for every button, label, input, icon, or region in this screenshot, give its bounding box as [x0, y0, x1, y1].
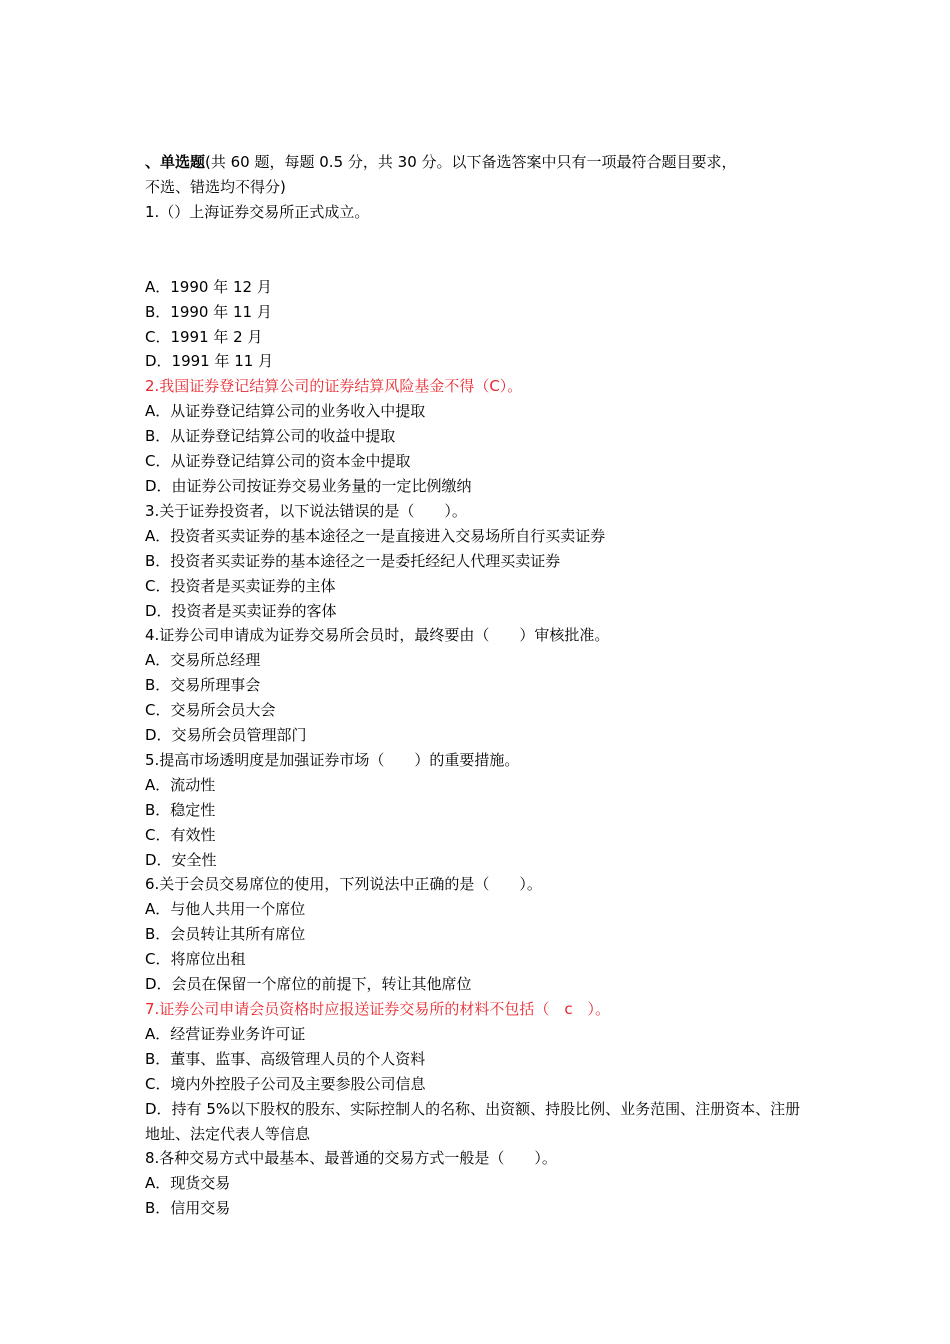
question-stem-5: 5.提高市场透明度是加强证券市场（ ）的重要措施。 — [145, 750, 520, 769]
blank-gap — [145, 225, 815, 275]
option-6d: D．会员在保留一个席位的前提下，转让其他席位 — [145, 975, 472, 994]
option-3b: B．投资者买卖证券的基本途径之一是委托经纪人代理买卖证券 — [145, 551, 561, 570]
option-7a: A．经营证券业务许可证 — [145, 1024, 306, 1043]
option-4d: D．交易所会员管理部门 — [145, 726, 307, 745]
option-5b: B．稳定性 — [145, 800, 216, 819]
section-heading-line2: 不选、错选均不得分) — [145, 177, 286, 196]
option-6b: B．会员转让其所有席位 — [145, 925, 306, 944]
question-stem-6: 6.关于会员交易席位的使用，下列说法中正确的是（ ）。 — [145, 875, 542, 894]
option-2a: A．从证券登记结算公司的业务收入中提取 — [145, 402, 426, 421]
option-4c: C．交易所会员大会 — [145, 701, 276, 720]
option-4b: B．交易所理事会 — [145, 676, 261, 695]
question-stem-7: 7.证券公司申请会员资格时应报送证券交易所的材料不包括（ c ）。 — [145, 1000, 611, 1018]
option-1b: B．1990 年 11 月 — [145, 302, 272, 321]
option-6c: C．将席位出租 — [145, 950, 246, 969]
option-7b: B．董事、监事、高级管理人员的个人资料 — [145, 1049, 426, 1068]
option-1d: D．1991 年 11 月 — [145, 352, 274, 371]
option-6a: A．与他人共用一个席位 — [145, 900, 306, 919]
option-2c: C．从证券登记结算公司的资本金中提取 — [145, 452, 411, 471]
option-2b: B．从证券登记结算公司的收益中提取 — [145, 427, 396, 446]
option-3d: D．投资者是买卖证券的客体 — [145, 601, 337, 620]
option-8a: A．现货交易 — [145, 1174, 231, 1193]
option-8b: B．信用交易 — [145, 1199, 231, 1218]
question-stem-8: 8.各种交易方式中最基本、最普通的交易方式一般是（ ）。 — [145, 1149, 557, 1168]
question-stem-2: 2.我国证券登记结算公司的证券结算风险基金不得（C）。 — [145, 377, 523, 396]
section-heading — [145, 150, 815, 175]
option-5a: A．流动性 — [145, 775, 216, 794]
option-7d: D．持有 5%以下股权的股东、实际控制人的名称、出资额、持股比例、业务范围、注册资本、注册地址、法定代表人等信息 — [145, 1099, 801, 1143]
option-7c: C．境内外控股子公司及主要参股公司信息 — [145, 1074, 426, 1093]
option-4a: A．交易所总经理 — [145, 651, 261, 670]
section-title-rest: (共 60 题，每题 0.5 分，共 30 分。以下备选答案中只有一项最符合题目要求， — [205, 153, 737, 171]
option-2d: D．由证券公司按证券交易业务量的一定比例缴纳 — [145, 476, 472, 495]
document-page — [145, 150, 815, 1221]
option-3c: C．投资者是买卖证券的主体 — [145, 576, 336, 595]
option-5d: D．安全性 — [145, 850, 217, 869]
question-stem-3: 3.关于证券投资者，以下说法错误的是（ ）。 — [145, 501, 467, 520]
option-3a: A．投资者买卖证券的基本途径之一是直接进入交易场所自行买卖证券 — [145, 526, 606, 545]
section-title-bold: 、单选题 — [145, 153, 206, 171]
option-1a: A．1990 年 12 月 — [145, 277, 272, 296]
question-stem-4: 4.证券公司申请成为证券交易所会员时，最终要由（ ）审核批准。 — [145, 626, 610, 645]
option-5c: C．有效性 — [145, 825, 216, 844]
question-stem-1: 1.（）上海证券交易所正式成立。 — [145, 202, 370, 221]
option-1c: C．1991 年 2 月 — [145, 327, 263, 346]
